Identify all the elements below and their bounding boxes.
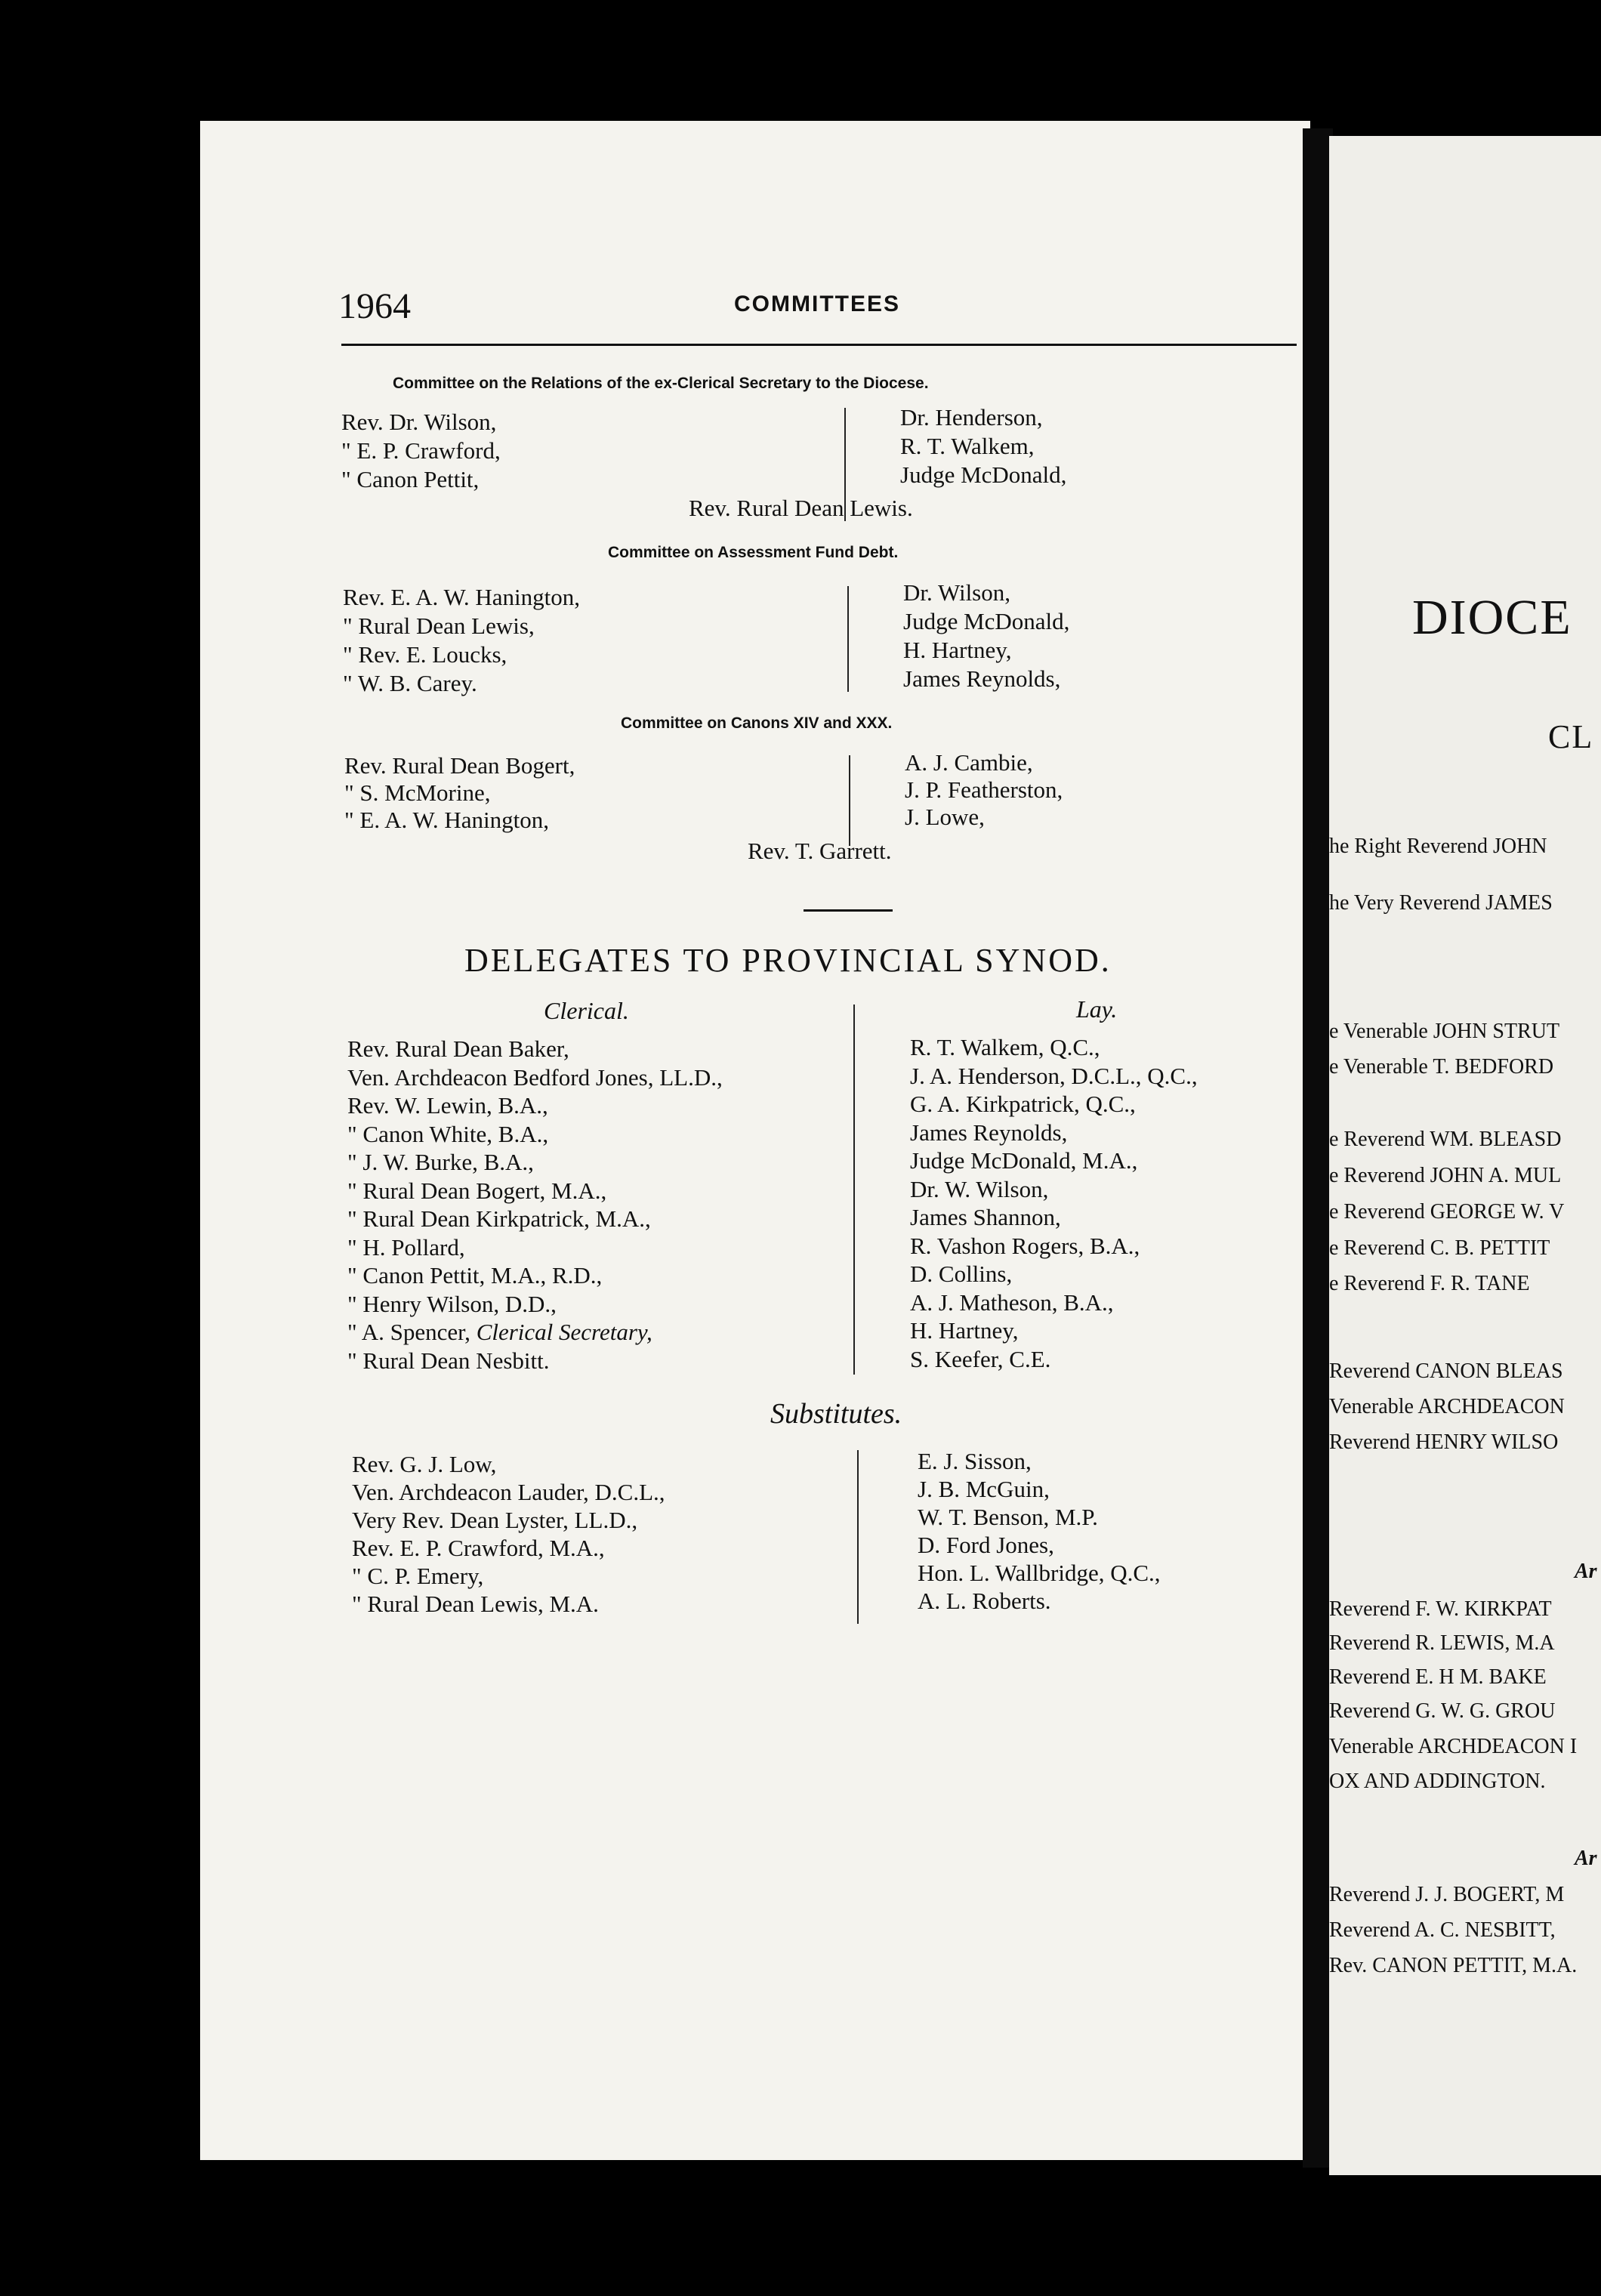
clerical-delegate: " A. Spencer, Clerical Secretary, bbox=[347, 1319, 652, 1345]
right-page-entry: e Reverend C. B. PETTIT bbox=[1329, 1236, 1550, 1260]
head-rule bbox=[341, 344, 1297, 346]
lay-delegate: D. Collins, bbox=[910, 1261, 1013, 1287]
right-page-entry: e Reverend WM. BLEASD bbox=[1329, 1128, 1562, 1151]
lay-delegate: G. A. Kirkpatrick, Q.C., bbox=[910, 1091, 1136, 1117]
assessment-divider bbox=[847, 586, 849, 692]
substitute-lay: A. L. Roberts. bbox=[918, 1588, 1051, 1614]
clerical-delegate: Rev. Rural Dean Baker, bbox=[347, 1035, 569, 1062]
canons-left-list bbox=[344, 752, 575, 834]
lay-heading: Lay. bbox=[1076, 995, 1118, 1023]
right-page-title: DIOCE bbox=[1412, 590, 1572, 645]
substitute-clerical: Very Rev. Dean Lyster, LL.D., bbox=[352, 1507, 638, 1533]
clerical-delegate: " Canon Pettit, M.A., R.D., bbox=[347, 1262, 603, 1288]
committee-member: J. Lowe, bbox=[905, 804, 985, 830]
committee-member: J. P. Featherston, bbox=[905, 776, 1063, 803]
book-gutter bbox=[1303, 128, 1333, 2168]
right-page-entry: he Very Reverend JAMES bbox=[1329, 891, 1553, 915]
substitute-lay: Hon. L. Wallbridge, Q.C., bbox=[918, 1560, 1161, 1586]
clerical-delegate: " Rural Dean Bogert, M.A., bbox=[347, 1177, 607, 1204]
substitute-lay: W. T. Benson, M.P. bbox=[918, 1504, 1098, 1530]
committee-member: Dr. Henderson, bbox=[900, 404, 1043, 430]
substitutes-divider bbox=[857, 1450, 859, 1624]
right-page-entry: Reverend E. H M. BAKE bbox=[1329, 1665, 1547, 1689]
committee-member: Dr. Wilson, bbox=[903, 579, 1010, 606]
clerical-list bbox=[347, 1035, 723, 1375]
clerical-delegate: " H. Pollard, bbox=[347, 1233, 465, 1261]
lay-delegate: Dr. W. Wilson, bbox=[910, 1175, 1049, 1202]
assessment-left-list bbox=[343, 583, 580, 698]
right-page-entry: Venerable ARCHDEACON I bbox=[1329, 1735, 1578, 1758]
substitute-clerical-list bbox=[352, 1450, 665, 1618]
substitute-clerical: Ven. Archdeacon Lauder, D.C.L., bbox=[352, 1479, 665, 1505]
lay-delegate: A. J. Matheson, B.A., bbox=[910, 1288, 1114, 1316]
lay-delegate: S. Keefer, C.E. bbox=[910, 1345, 1051, 1372]
right-page-entry: e Reverend JOHN A. MUL bbox=[1329, 1164, 1562, 1187]
substitute-clerical: " C. P. Emery, bbox=[352, 1563, 484, 1589]
committee-member: Rev. Dr. Wilson, bbox=[341, 409, 497, 435]
lay-delegate: R. Vashon Rogers, B.A., bbox=[910, 1232, 1140, 1259]
clerical-delegate: Ven. Archdeacon Bedford Jones, LL.D., bbox=[347, 1063, 723, 1091]
right-page-entry: OX AND ADDINGTON. bbox=[1329, 1770, 1546, 1793]
substitute-clerical: " Rural Dean Lewis, M.A. bbox=[352, 1591, 599, 1617]
lay-delegate: H. Hartney, bbox=[910, 1317, 1019, 1344]
substitutes-heading: Substitutes. bbox=[770, 1398, 902, 1430]
committee-member: " E. P. Crawford, bbox=[341, 437, 501, 464]
committee-member: " S. McMorine, bbox=[344, 779, 491, 806]
delegates-divider bbox=[853, 1004, 855, 1375]
section-rule bbox=[804, 909, 893, 912]
committee-member: A. J. Cambie, bbox=[905, 749, 1033, 776]
canons-footer: Rev. T. Garrett. bbox=[748, 838, 892, 864]
lay-delegate: J. A. Henderson, D.C.L., Q.C., bbox=[910, 1062, 1198, 1089]
committee-member: " E. A. W. Hanington, bbox=[344, 807, 549, 833]
right-page-entry: e Reverend GEORGE W. V bbox=[1329, 1200, 1565, 1224]
right-page-entry: Ar bbox=[1575, 1847, 1597, 1870]
committee-member: " Rev. E. Loucks, bbox=[343, 641, 507, 668]
relations-left-list bbox=[341, 408, 501, 494]
clerical-delegate: " Henry Wilson, D.D., bbox=[347, 1290, 557, 1317]
clerical-delegate: " Canon White, B.A., bbox=[347, 1120, 549, 1147]
relations-committee-heading: Committee on the Relations of the ex-Clerical Secretary to the Diocese. bbox=[393, 375, 929, 392]
relations-right-list bbox=[900, 403, 1066, 489]
substitute-lay: E. J. Sisson, bbox=[918, 1448, 1032, 1474]
substitute-clerical: Rev. E. P. Crawford, M.A., bbox=[352, 1535, 605, 1561]
substitute-clerical: Rev. G. J. Low, bbox=[352, 1451, 497, 1477]
lay-delegate: R. T. Walkem, Q.C., bbox=[910, 1034, 1100, 1060]
right-page-entry: Reverend R. LEWIS, M.A bbox=[1329, 1631, 1555, 1655]
committee-member: Judge McDonald, bbox=[900, 461, 1067, 488]
right-page-entry: Reverend J. J. BOGERT, M bbox=[1329, 1883, 1565, 1906]
canons-committee-heading: Committee on Canons XIV and XXX. bbox=[621, 714, 893, 732]
committee-member: Rev. Rural Dean Bogert, bbox=[344, 752, 575, 779]
committee-member: James Reynolds, bbox=[903, 665, 1061, 692]
page-number: 1964 bbox=[338, 286, 411, 326]
assessment-right-list bbox=[903, 579, 1069, 693]
running-head-title: COMMITTEES bbox=[734, 292, 900, 316]
committee-member: Judge McDonald, bbox=[903, 608, 1070, 634]
right-page-entry: Rev. CANON PETTIT, M.A. bbox=[1329, 1954, 1578, 1977]
right-page-entry: e Venerable JOHN STRUT bbox=[1329, 1020, 1560, 1043]
clerical-heading: Clerical. bbox=[544, 997, 629, 1024]
right-page-entry: Reverend G. W. G. GROU bbox=[1329, 1699, 1556, 1723]
right-page-entry: Ar bbox=[1575, 1560, 1597, 1583]
clerical-delegate: Rev. W. Lewin, B.A., bbox=[347, 1092, 548, 1119]
substitute-lay-list bbox=[918, 1447, 1161, 1615]
right-page-entry: he Right Reverend JOHN bbox=[1329, 835, 1547, 858]
lay-list bbox=[910, 1033, 1198, 1373]
right-page-entry: Reverend A. C. NESBITT, bbox=[1329, 1918, 1556, 1942]
assessment-committee-heading: Committee on Assessment Fund Debt. bbox=[608, 544, 899, 561]
substitute-lay: J. B. McGuin, bbox=[918, 1476, 1050, 1502]
lay-delegate: James Reynolds, bbox=[910, 1119, 1068, 1146]
committee-member: " Rural Dean Lewis, bbox=[343, 613, 535, 639]
committee-member: R. T. Walkem, bbox=[900, 433, 1035, 459]
lay-delegate: Judge McDonald, M.A., bbox=[910, 1147, 1138, 1174]
clerical-delegate: " J. W. Burke, B.A., bbox=[347, 1149, 534, 1175]
committee-member: " Canon Pettit, bbox=[341, 466, 480, 492]
right-page-entry: e Venerable T. BEDFORD bbox=[1329, 1055, 1554, 1079]
right-page-entry: Reverend HENRY WILSO bbox=[1329, 1430, 1559, 1454]
right-page-entry: Reverend CANON BLEAS bbox=[1329, 1359, 1563, 1383]
committee-member: H. Hartney, bbox=[903, 637, 1012, 663]
committee-member: " W. B. Carey. bbox=[343, 670, 477, 696]
clerical-delegate: " Rural Dean Kirkpatrick, M.A., bbox=[347, 1205, 651, 1232]
lay-delegate: James Shannon, bbox=[910, 1204, 1061, 1230]
canons-divider bbox=[849, 755, 850, 846]
right-page bbox=[1329, 136, 1601, 2175]
canons-right-list bbox=[905, 749, 1063, 831]
right-page-subtitle: CL bbox=[1548, 718, 1594, 755]
committee-member: Rev. E. A. W. Hanington, bbox=[343, 584, 581, 610]
clerical-secretary-note: Clerical Secretary, bbox=[470, 1319, 652, 1345]
right-page-entry: Venerable ARCHDEACON bbox=[1329, 1395, 1565, 1418]
relations-footer: Rev. Rural Dean Lewis. bbox=[689, 495, 913, 521]
substitute-lay: D. Ford Jones, bbox=[918, 1532, 1054, 1558]
right-page-entry: Reverend F. W. KIRKPAT bbox=[1329, 1597, 1552, 1621]
delegates-title: DELEGATES TO PROVINCIAL SYNOD. bbox=[464, 942, 1112, 979]
clerical-delegate: " Rural Dean Nesbitt. bbox=[347, 1347, 550, 1374]
right-page-entry: e Reverend F. R. TANE bbox=[1329, 1272, 1530, 1295]
